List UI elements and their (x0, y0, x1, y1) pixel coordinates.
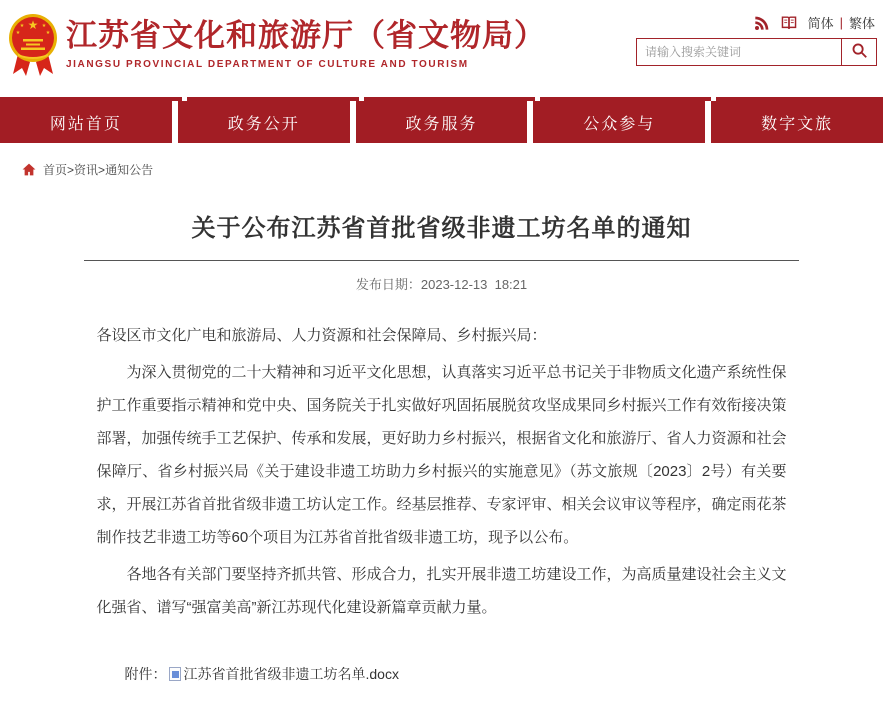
attachment-line (97, 664, 787, 684)
publish-datetime: 2023-12-13 18:21 (420, 277, 528, 292)
search-box (636, 38, 877, 66)
language-switcher (808, 13, 875, 32)
lang-traditional[interactable]: 繁体 (848, 16, 875, 31)
search-icon (851, 42, 868, 62)
breadcrumb-separator: > (67, 162, 75, 177)
nav-strip-notch (535, 97, 540, 101)
svg-text:★: ★ (41, 23, 47, 29)
breadcrumb-notices[interactable]: 通知公告 (105, 163, 154, 177)
nav-strip-notch (182, 97, 187, 101)
publish-line (0, 274, 883, 293)
nav-item-gov-services[interactable]: 政务服务 (356, 101, 528, 143)
article (0, 208, 883, 684)
title-divider (84, 260, 799, 261)
search-input[interactable] (637, 39, 841, 65)
rss-icon[interactable] (754, 15, 770, 31)
attachment-label: 附件： (124, 666, 167, 682)
nav-item-home[interactable]: 网站首页 (0, 101, 172, 143)
main-nav (0, 97, 883, 143)
site-logo-link[interactable] (8, 12, 58, 89)
word-doc-icon (169, 667, 181, 681)
site-header (0, 0, 883, 97)
site-title: 江苏省文化和旅游厅（省文物局） (66, 18, 546, 53)
top-utility-links (754, 13, 875, 32)
book-icon[interactable] (780, 15, 798, 31)
home-icon (22, 163, 36, 176)
nav-row (0, 101, 883, 143)
lang-separator: | (839, 15, 843, 30)
breadcrumb-home[interactable]: 首页 (43, 163, 68, 177)
paragraph-salutation: 各设区市文化广电和旅游局、人力资源和社会保障局、乡村振兴局： (96, 327, 547, 344)
nav-item-digital-tourism[interactable]: 数字文旅 (711, 101, 883, 143)
publish-label: 发布日期： (355, 277, 421, 292)
brand-block (66, 16, 546, 70)
breadcrumb-news[interactable]: 资讯 (74, 163, 99, 177)
svg-text:★: ★ (19, 23, 25, 29)
article-body (97, 319, 787, 624)
svg-text:★: ★ (27, 18, 39, 32)
attachment-link[interactable]: 江苏省首批省级非遗工坊名单.docx (183, 666, 399, 682)
nav-strip-notch (359, 97, 364, 101)
article-title: 关于公布江苏省首批省级非遗工坊名单的通知 (191, 215, 692, 242)
nav-item-public-participation[interactable]: 公众参与 (533, 101, 705, 143)
breadcrumb-separator: > (98, 162, 106, 177)
nav-item-gov-info[interactable]: 政务公开 (178, 101, 350, 143)
site-subtitle: JIANGSU PROVINCIAL DEPARTMENT OF CULTURE AND TOURISM (66, 59, 469, 71)
national-emblem-icon (8, 18, 58, 88)
svg-text:★: ★ (15, 30, 21, 36)
search-button[interactable] (842, 39, 876, 65)
nav-strip-notch (711, 97, 716, 101)
nav-top-strip (0, 97, 883, 101)
lang-simplified[interactable]: 简体 (807, 16, 834, 31)
breadcrumb (22, 161, 883, 178)
svg-text:★: ★ (45, 30, 51, 36)
paragraph-main: 为深入贯彻党的二十大精神和习近平文化思想，认真落实习近平总书记关于非物质文化遗产系统性保护工作重要指示精神和党中央、国务院关于扎实做好巩固拓展脱贫攻坚成果同乡村振兴工作有效衔接决策部署，加强传统手工艺保护、传承和发展，更好助力乡村振兴，根据省文化和旅游厅、省人力资源和社会保障厅、省乡村振兴局《关于建设非遗工坊助力乡村振兴的实施意见》（苏文旅规〔2023〕2号）有关要求，开展江苏省首批省级非遗工坊认定工作。经基层推荐、专家评审、相关会议审议等程序，确定雨花茶制作技艺非遗工坊等60个项目为江苏省首批省级非遗工坊，现予以公布。 (96, 364, 787, 546)
paragraph-closing: 各地各有关部门要坚持齐抓共管、形成合力，扎实开展非遗工坊建设工作，为高质量建设社会主义文化强省、谱写“强富美高”新江苏现代化建设新篇章贡献力量。 (96, 566, 787, 616)
